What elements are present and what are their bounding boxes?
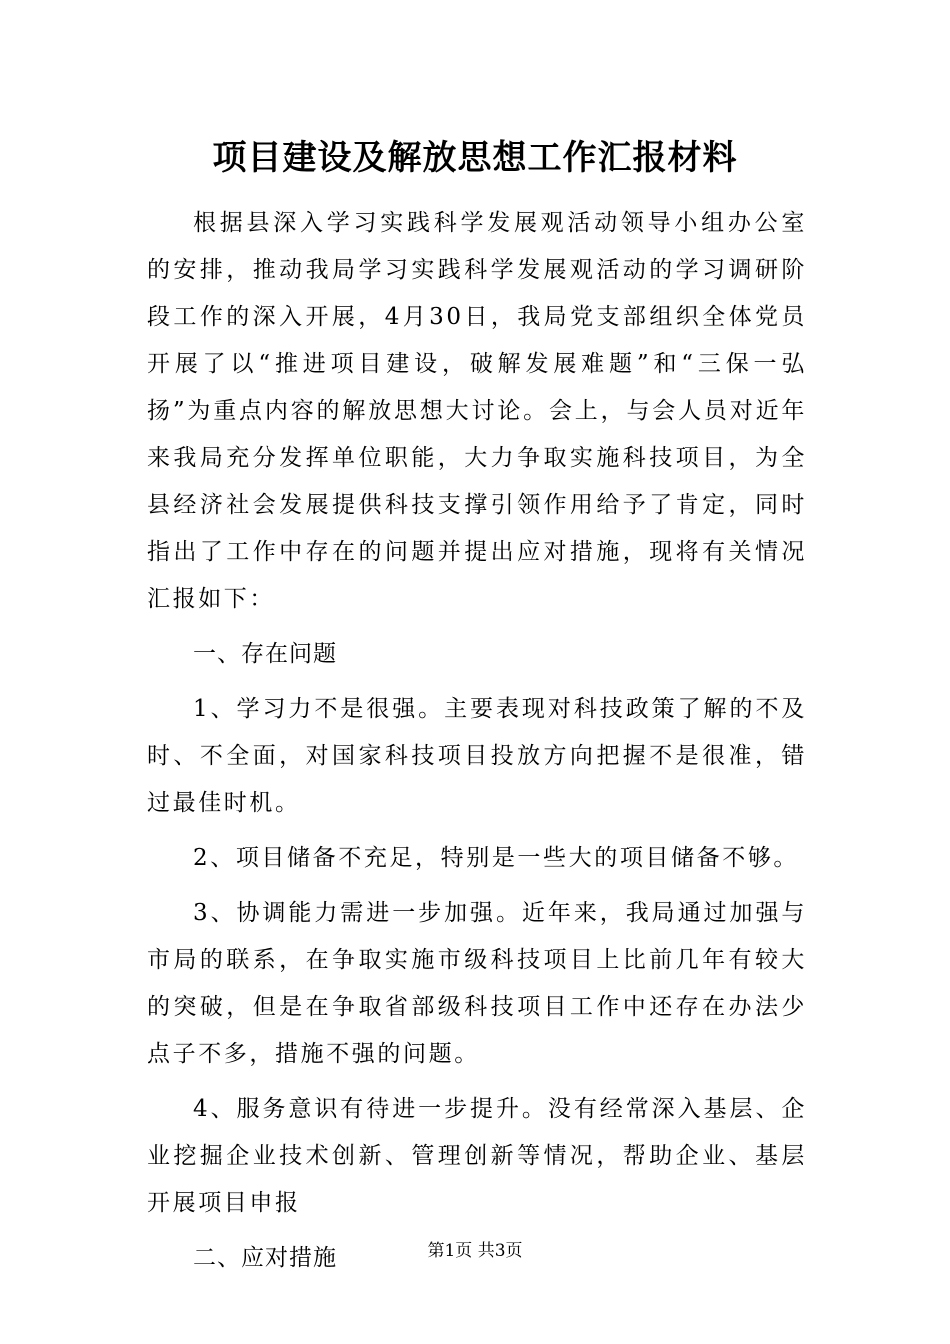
problem-item-3: 3、协调能力需进一步加强。近年来，我局通过加强与市局的联系，在争取实施市级科技项目上比前几年有较大的突破，但是在争取省部级科技项目工作中还存在办法少点子不多，措施不强的问题。 [147, 900, 807, 1067]
intro-paragraph: 根据县深入学习实践科学发展观活动领导小组办公室的安排，推动我局学习实践科学发展观活动的学习调研阶段工作的深入开展，4月30日，我局党支部组织全体党员开展了以“推进项目建设，破解发展难题”和“三保一弘扬”为重点内容的解放思想大讨论。会上，与会人员对近年来我局充分发挥单位职能，大力争取实施科技项目，为全县经济社会发展提供科技支撑引领作用给予了肯定，同时指出了工作中存在的问题并提出应对措施，现将有关情况汇报如下： [147, 210, 807, 612]
problem-item-2: 2、项目储备不充足，特别是一些大的项目储备不够。 [193, 845, 800, 871]
document-title: 项目建设及解放思想工作汇报材料 [212, 138, 738, 178]
problem-item-4: 4、服务意识有待进一步提升。没有经常深入基层、企业挖掘企业技术创新、管理创新等情况，帮助企业、基层开展项目申报 [147, 1096, 807, 1216]
problem-item-1: 1、学习力不是很强。主要表现对科技政策了解的不及时、不全面，对国家科技项目投放方向把握不是很准，错过最佳时机。 [147, 696, 807, 816]
document-body [147, 200, 807, 1290]
section-heading-problems: 一、存在问题 [193, 641, 337, 667]
section-heading-measures: 二、应对措施 [193, 1245, 337, 1271]
page-footer: 第1页 共3页 [427, 1241, 523, 1261]
